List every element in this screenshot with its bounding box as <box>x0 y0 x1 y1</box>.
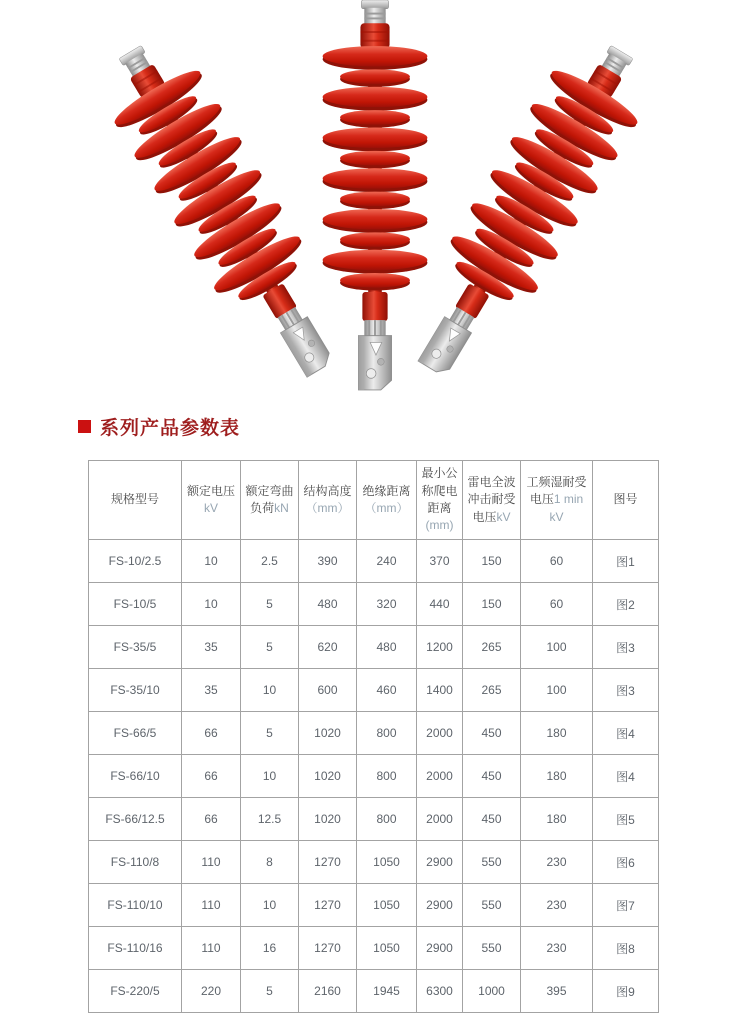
section-title: 系列产品参数表 <box>100 417 241 439</box>
column-header: 规格型号 <box>89 461 182 540</box>
model-cell: FS-110/10 <box>89 884 182 927</box>
table-row <box>89 884 659 927</box>
value-cell: 550 <box>463 884 521 927</box>
column-header: 额定弯曲负荷kN <box>241 461 299 540</box>
value-cell: 1400 <box>417 669 463 712</box>
column-header: 图号 <box>593 461 659 540</box>
value-cell: 5 <box>241 712 299 755</box>
value-cell: 2900 <box>417 927 463 970</box>
value-cell: 1050 <box>357 841 417 884</box>
insulator-center <box>323 0 428 390</box>
value-cell: 450 <box>463 798 521 841</box>
value-cell: 100 <box>521 669 593 712</box>
model-cell: FS-10/2.5 <box>89 540 182 583</box>
value-cell: 1270 <box>299 884 357 927</box>
table-row <box>89 927 659 970</box>
value-cell: 550 <box>463 927 521 970</box>
table-row <box>89 626 659 669</box>
value-cell: 180 <box>521 712 593 755</box>
table-row <box>89 755 659 798</box>
value-cell: 2160 <box>299 970 357 1013</box>
table-row <box>89 540 659 583</box>
table-row <box>89 583 659 626</box>
value-cell: 320 <box>357 583 417 626</box>
table-row <box>89 669 659 712</box>
value-cell: 图3 <box>593 669 659 712</box>
value-cell: 2000 <box>417 798 463 841</box>
value-cell: 265 <box>463 669 521 712</box>
value-cell: 620 <box>299 626 357 669</box>
value-cell: 150 <box>463 540 521 583</box>
parameters-table <box>88 460 659 1013</box>
value-cell: 66 <box>182 712 241 755</box>
model-cell: FS-35/10 <box>89 669 182 712</box>
value-cell: 图8 <box>593 927 659 970</box>
value-cell: 180 <box>521 755 593 798</box>
value-cell: 图7 <box>593 884 659 927</box>
model-cell: FS-35/5 <box>89 626 182 669</box>
value-cell: 1020 <box>299 755 357 798</box>
value-cell: 66 <box>182 798 241 841</box>
value-cell: 460 <box>357 669 417 712</box>
model-cell: FS-66/5 <box>89 712 182 755</box>
value-cell: 2.5 <box>241 540 299 583</box>
value-cell: 390 <box>299 540 357 583</box>
value-cell: 1020 <box>299 798 357 841</box>
value-cell: 100 <box>521 626 593 669</box>
table-row <box>89 841 659 884</box>
value-cell: 230 <box>521 884 593 927</box>
value-cell: 60 <box>521 583 593 626</box>
value-cell: 220 <box>182 970 241 1013</box>
value-cell: 600 <box>299 669 357 712</box>
value-cell: 10 <box>182 583 241 626</box>
value-cell: 10 <box>241 884 299 927</box>
value-cell: 110 <box>182 884 241 927</box>
value-cell: 265 <box>463 626 521 669</box>
value-cell: 图2 <box>593 583 659 626</box>
value-cell: 1050 <box>357 927 417 970</box>
table-row <box>89 798 659 841</box>
value-cell: 230 <box>521 927 593 970</box>
value-cell: 150 <box>463 583 521 626</box>
value-cell: 6300 <box>417 970 463 1013</box>
value-cell: 10 <box>241 669 299 712</box>
value-cell: 12.5 <box>241 798 299 841</box>
value-cell: 1270 <box>299 841 357 884</box>
value-cell: 240 <box>357 540 417 583</box>
value-cell: 图4 <box>593 755 659 798</box>
value-cell: 1000 <box>463 970 521 1013</box>
value-cell: 450 <box>463 755 521 798</box>
section-bullet-icon <box>78 420 91 433</box>
column-header: 结构高度（mm） <box>299 461 357 540</box>
value-cell: 550 <box>463 841 521 884</box>
model-cell: FS-110/16 <box>89 927 182 970</box>
value-cell: 1050 <box>357 884 417 927</box>
value-cell: 66 <box>182 755 241 798</box>
value-cell: 230 <box>521 841 593 884</box>
value-cell: 5 <box>241 970 299 1013</box>
value-cell: 10 <box>241 755 299 798</box>
value-cell: 480 <box>299 583 357 626</box>
value-cell: 2900 <box>417 884 463 927</box>
value-cell: 2000 <box>417 755 463 798</box>
value-cell: 2000 <box>417 712 463 755</box>
value-cell: 110 <box>182 841 241 884</box>
value-cell: 8 <box>241 841 299 884</box>
value-cell: 800 <box>357 755 417 798</box>
value-cell: 图6 <box>593 841 659 884</box>
value-cell: 5 <box>241 626 299 669</box>
value-cell: 1020 <box>299 712 357 755</box>
model-cell: FS-66/10 <box>89 755 182 798</box>
model-cell: FS-110/8 <box>89 841 182 884</box>
insulator-left <box>87 26 363 394</box>
value-cell: 图1 <box>593 540 659 583</box>
column-header: 工频湿耐受电压1 min kV <box>521 461 593 540</box>
insulator-right <box>389 26 665 394</box>
section-header <box>0 404 750 448</box>
value-cell: 5 <box>241 583 299 626</box>
value-cell: 10 <box>182 540 241 583</box>
table-row <box>89 712 659 755</box>
value-cell: 440 <box>417 583 463 626</box>
model-cell: FS-66/12.5 <box>89 798 182 841</box>
model-cell: FS-220/5 <box>89 970 182 1013</box>
value-cell: 800 <box>357 798 417 841</box>
column-header: 雷电全波冲击耐受电压kV <box>463 461 521 540</box>
value-cell: 16 <box>241 927 299 970</box>
value-cell: 图4 <box>593 712 659 755</box>
value-cell: 35 <box>182 669 241 712</box>
model-cell: FS-10/5 <box>89 583 182 626</box>
value-cell: 800 <box>357 712 417 755</box>
value-cell: 图9 <box>593 970 659 1013</box>
value-cell: 1270 <box>299 927 357 970</box>
value-cell: 480 <box>357 626 417 669</box>
value-cell: 450 <box>463 712 521 755</box>
column-header: 绝缘距离（mm） <box>357 461 417 540</box>
table-row <box>89 970 659 1013</box>
value-cell: 370 <box>417 540 463 583</box>
value-cell: 图5 <box>593 798 659 841</box>
value-cell: 60 <box>521 540 593 583</box>
column-header: 最小公称爬电距离(mm) <box>417 461 463 540</box>
value-cell: 110 <box>182 927 241 970</box>
value-cell: 图3 <box>593 626 659 669</box>
value-cell: 2900 <box>417 841 463 884</box>
value-cell: 395 <box>521 970 593 1013</box>
value-cell: 180 <box>521 798 593 841</box>
product-image <box>0 0 750 404</box>
value-cell: 1200 <box>417 626 463 669</box>
table-header-row <box>89 461 659 540</box>
value-cell: 1945 <box>357 970 417 1013</box>
value-cell: 35 <box>182 626 241 669</box>
column-header: 额定电压kV <box>182 461 241 540</box>
